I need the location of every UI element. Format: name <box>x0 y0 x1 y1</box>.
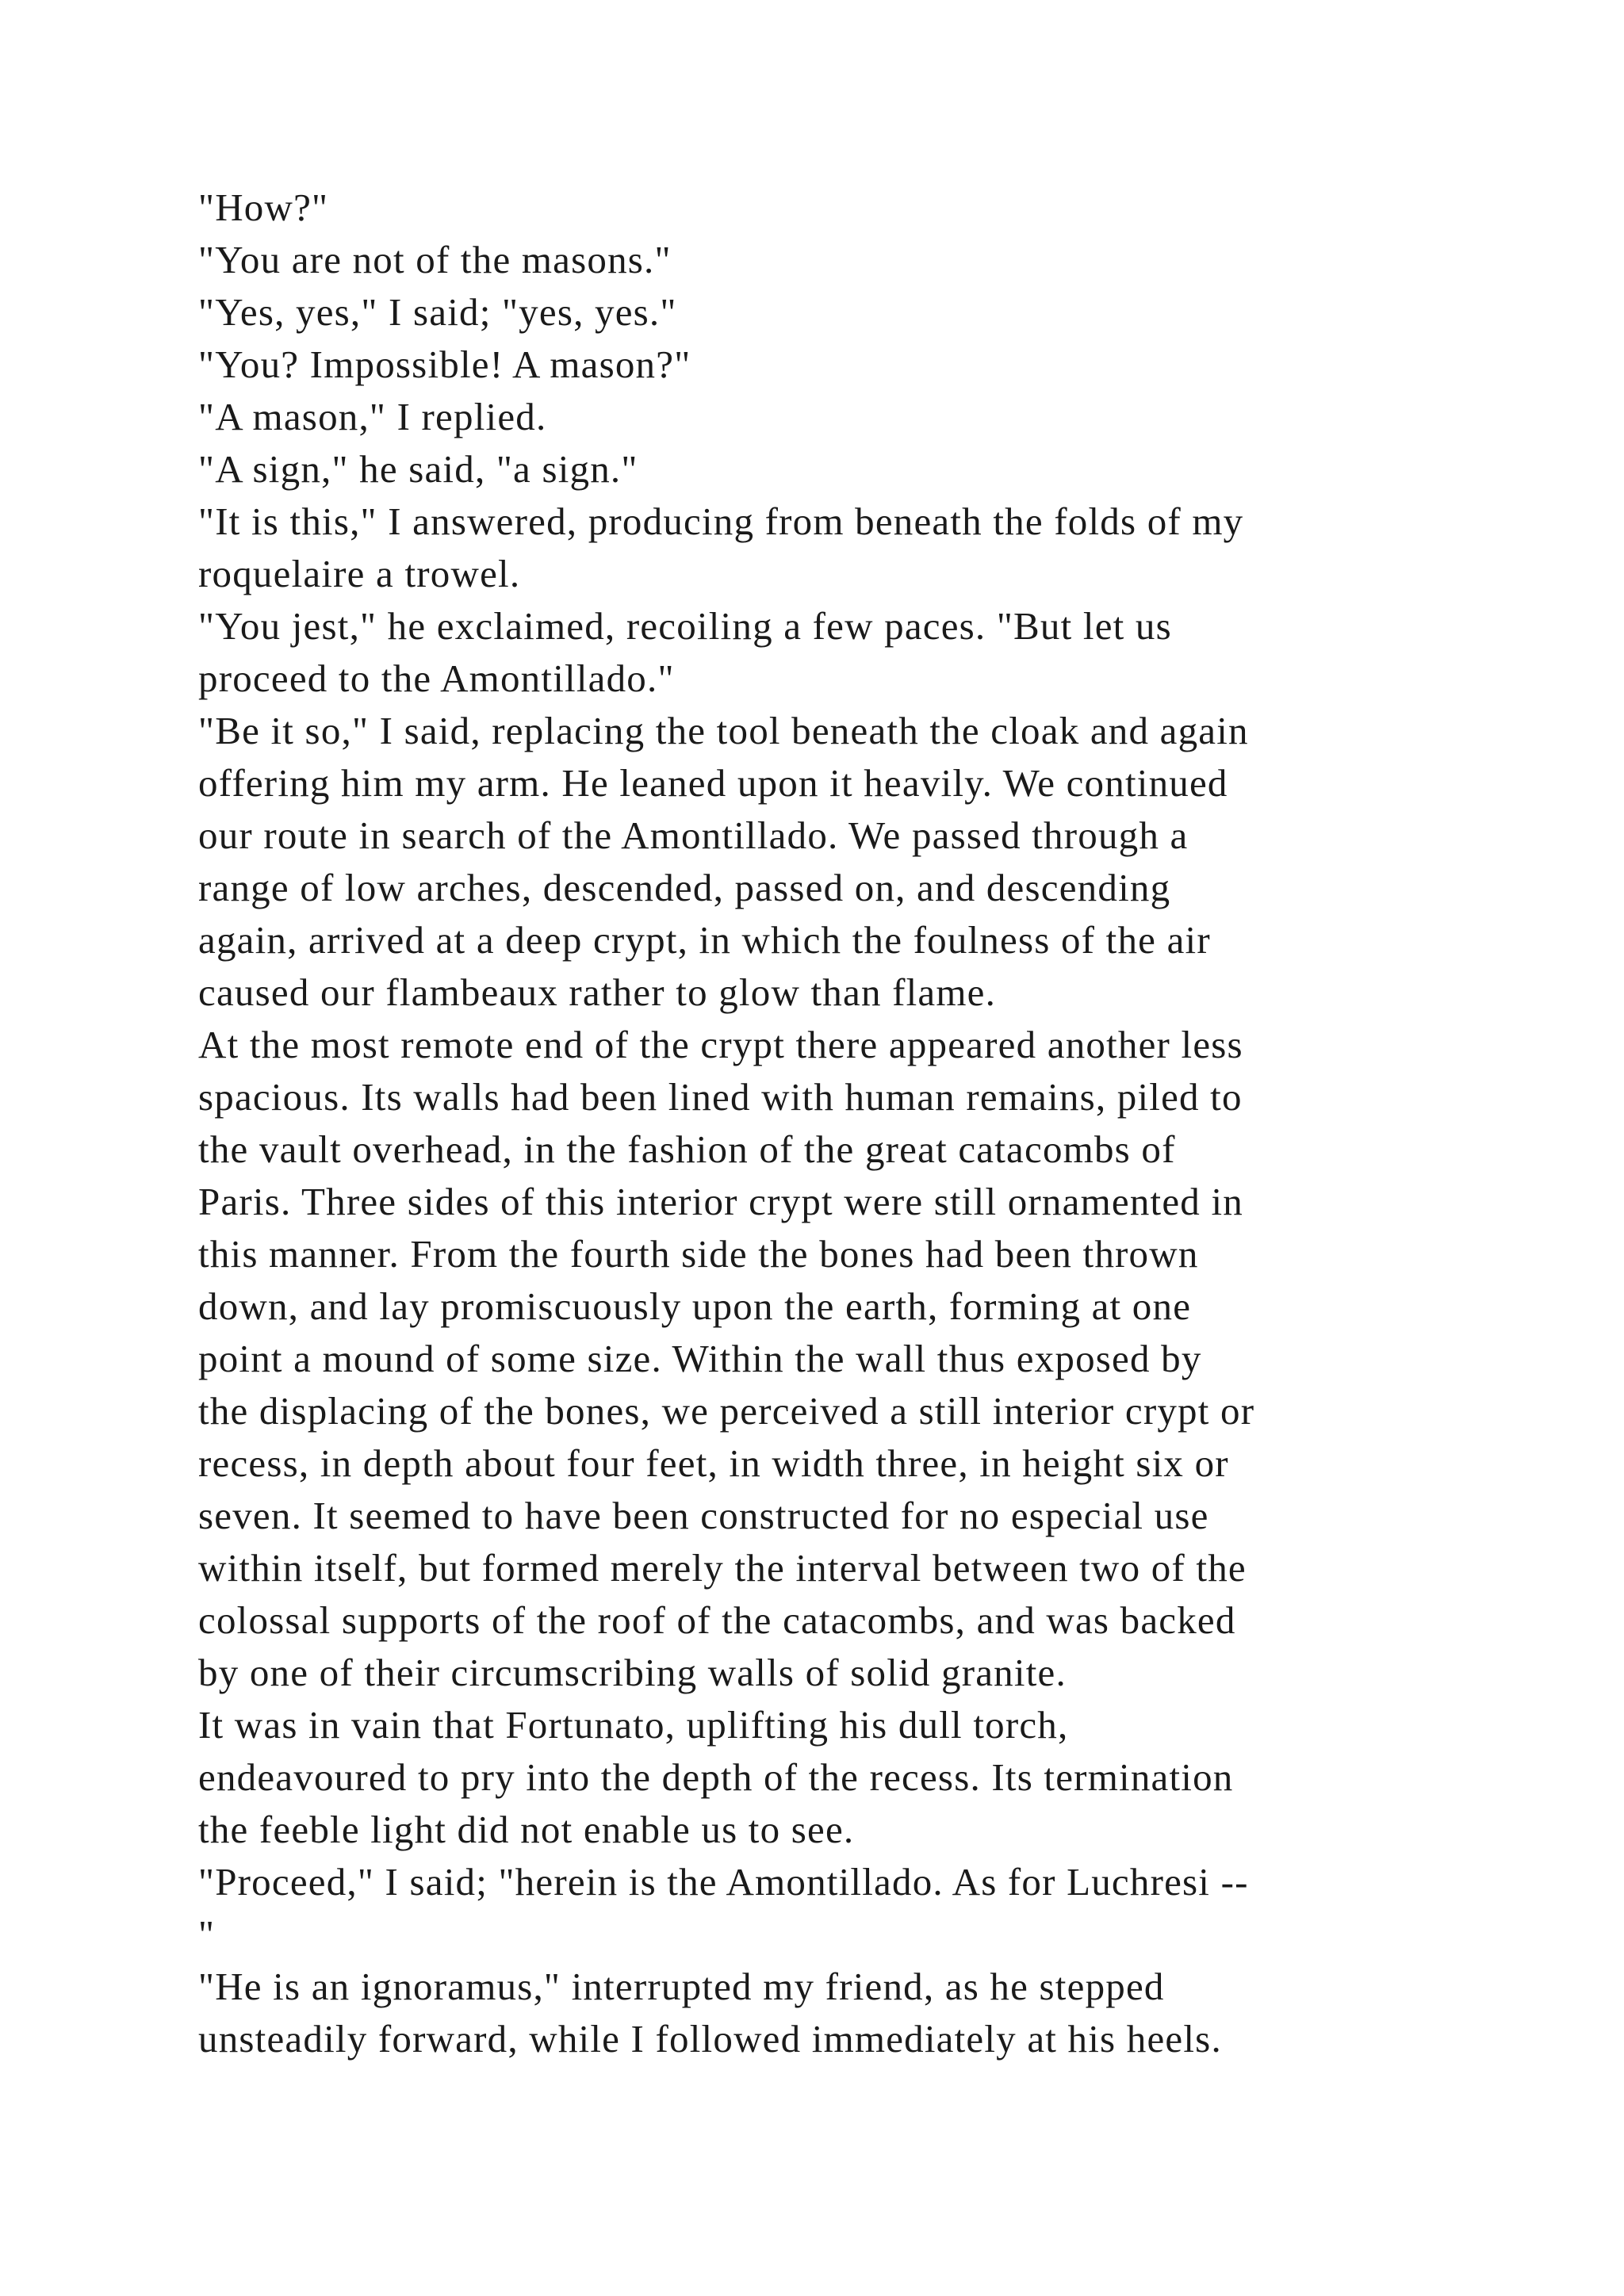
text-line: At the most remote end of the crypt there appeared another less <box>198 1023 1243 1066</box>
text-line: the feeble light did not enable us to see. <box>198 1808 855 1851</box>
text-line: spacious. Its walls had been lined with human remains, piled to <box>198 1075 1243 1119</box>
text-line: "He is an ignoramus," interrupted my friend, as he stepped <box>198 1965 1165 2008</box>
text-line: "You? Impossible! A mason?" <box>198 342 691 386</box>
text-line: this manner. From the fourth side the bones had been thrown <box>198 1232 1199 1276</box>
text-line: proceed to the Amontillado." <box>198 656 675 700</box>
text-line: Paris. Three sides of this interior crypt were still ornamented in <box>198 1180 1243 1223</box>
text-line: "You jest," he exclaimed, recoiling a few paces. "But let us <box>198 604 1172 648</box>
text-line: endeavoured to pry into the depth of the recess. Its termination <box>198 1755 1234 1799</box>
text-line: the vault overhead, in the fashion of the great catacombs of <box>198 1127 1176 1171</box>
text-line: It was in vain that Fortunato, uplifting his dull torch, <box>198 1703 1069 1747</box>
text-line: "Be it so," I said, replacing the tool beneath the cloak and again <box>198 709 1249 752</box>
text-line: offering him my arm. He leaned upon it heavily. We continued <box>198 761 1228 805</box>
text-line: "How?" <box>198 186 329 229</box>
text-line: our route in search of the Amontillado. We passed through a <box>198 813 1189 857</box>
text-line: again, arrived at a deep crypt, in which the foulness of the air <box>198 918 1211 962</box>
text-line: unsteadily forward, while I followed immediately at his heels. <box>198 2017 1222 2061</box>
text-line: point a mound of some size. Within the wall thus exposed by <box>198 1337 1202 1380</box>
body-text <box>198 182 1467 2065</box>
text-line: the displacing of the bones, we perceived a still interior crypt or <box>198 1389 1255 1433</box>
text-line: within itself, but formed merely the interval between two of the <box>198 1546 1247 1590</box>
text-line: caused our flambeaux rather to glow than flame. <box>198 970 997 1014</box>
text-line: down, and lay promiscuously upon the earth, forming at one <box>198 1284 1192 1328</box>
text-line: by one of their circumscribing walls of solid granite. <box>198 1651 1067 1694</box>
text-line: range of low arches, descended, passed on, and descending <box>198 866 1171 909</box>
text-line: roquelaire a trowel. <box>198 552 521 595</box>
text-line: "It is this," I answered, producing from beneath the folds of my <box>198 499 1244 543</box>
text-line: "Yes, yes," I said; "yes, yes." <box>198 290 677 334</box>
text-line: seven. It seemed to have been constructed for no especial use <box>198 1494 1209 1537</box>
text-line: "Proceed," I said; "herein is the Amontillado. As for Luchresi -- <box>198 1860 1249 1904</box>
text-line: "A sign," he said, "a sign." <box>198 447 638 491</box>
text-line: recess, in depth about four feet, in width three, in height six or <box>198 1441 1229 1485</box>
text-line: colossal supports of the roof of the catacombs, and was backed <box>198 1598 1236 1642</box>
text-line: "You are not of the masons." <box>198 238 672 281</box>
text-line: " <box>198 1912 216 1956</box>
text-line: "A mason," I replied. <box>198 395 547 438</box>
